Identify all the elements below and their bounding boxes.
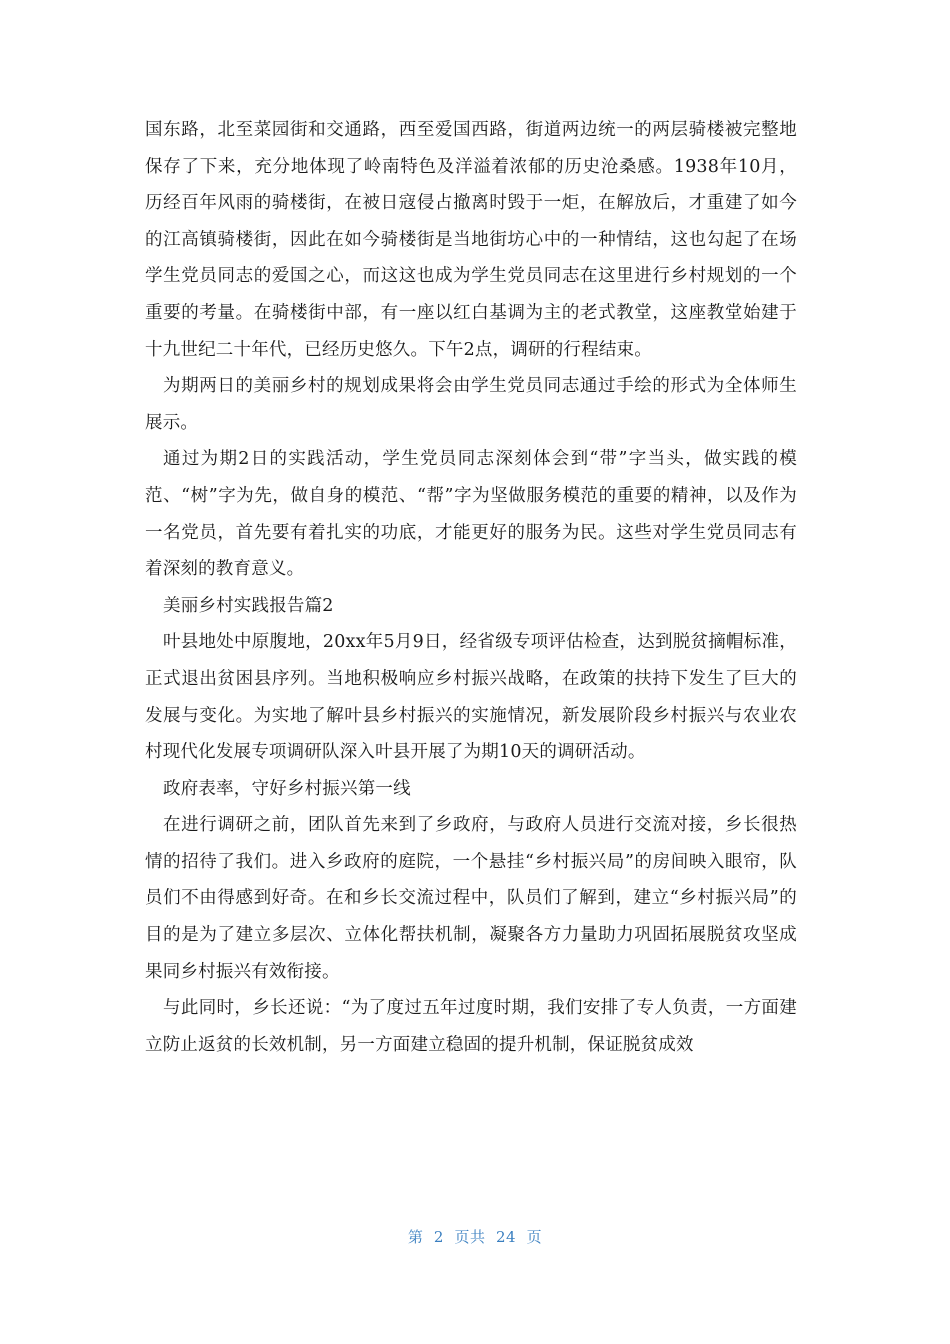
paragraph-3: 通过为期2日的实践活动，学生党员同志深刻体会到“带”字当头，做实践的模范、“树”字为先，做自身的模范、“帮”字为坚做服务模范的重要的精神，以及作为一名党员，首先要有着扎实的功底，才能更好的服务为民。这些对学生党员同志有着深刻的教育意义。 xyxy=(145,449,797,580)
paragraph-7: 在进行调研之前，团队首先来到了乡政府，与政府人员进行交流对接，乡长很热情的招待了我们。进入乡政府的庭院，一个悬挂“乡村振兴局”的房间映入眼帘，队员们不由得感到好奇。在和乡长交流过程中，队员们了解到，建立“乡村振兴局”的目的是为了建立多层次、立体化帮扶机制，凝聚各方力量助力巩固拓展脱贫攻坚成果同乡村振兴有效衔接。 xyxy=(145,815,797,982)
paragraph-5: 叶县地处中原腹地，20xx年5月9日，经省级专项评估检查，达到脱贫摘帽标准，正式退出贫困县序列。当地积极响应乡村振兴战略，在政策的扶持下发生了巨大的发展与变化。为实地了解叶县乡村振兴的实施情况，新发展阶段乡村振兴与农业农村现代化发展专项调研队深入叶县开展了为期10天的调研活动。 xyxy=(145,632,797,763)
section-heading: 美丽乡村实践报告篇2 xyxy=(163,595,334,616)
paragraph-2: 为期两日的美丽乡村的规划成果将会由学生党员同志通过手绘的形式为全体师生展示。 xyxy=(145,376,797,433)
subheading: 政府表率，守好乡村振兴第一线 xyxy=(163,778,411,799)
paragraph-1: 国东路，北至菜园街和交通路，西至爱国西路，街道两边统一的两层骑楼被完整地保存了下来，充分地体现了岭南特色及洋溢着浓郁的历史沧桑感。1938年10月，历经百年风雨的骑楼街，在被日寇侵占撤离时毁于一炬，在解放后，才重建了如今的江高镇骑楼街，因此在如今骑楼街是当地街坊心中的一种情结，这也勾起了在场学生党员同志的爱国之心，而这这也成为学生党员同志在这里进行乡村规划的一个重要的考量。在骑楼街中部，有一座以红白基调为主的老式教堂，这座教堂始建于十九世纪二十年代，已经历史悠久。下午2点，调研的行程结束。 xyxy=(145,120,797,360)
paragraph-8: 与此同时，乡长还说：“为了度过五年过度时期，我们安排了专人负责，一方面建立防止返贫的长效机制，另一方面建立稳固的提升机制，保证脱贫成效 xyxy=(145,998,797,1055)
document-body xyxy=(145,112,797,1063)
page-number-footer: 第 2 页共 24 页 xyxy=(407,1228,543,1246)
